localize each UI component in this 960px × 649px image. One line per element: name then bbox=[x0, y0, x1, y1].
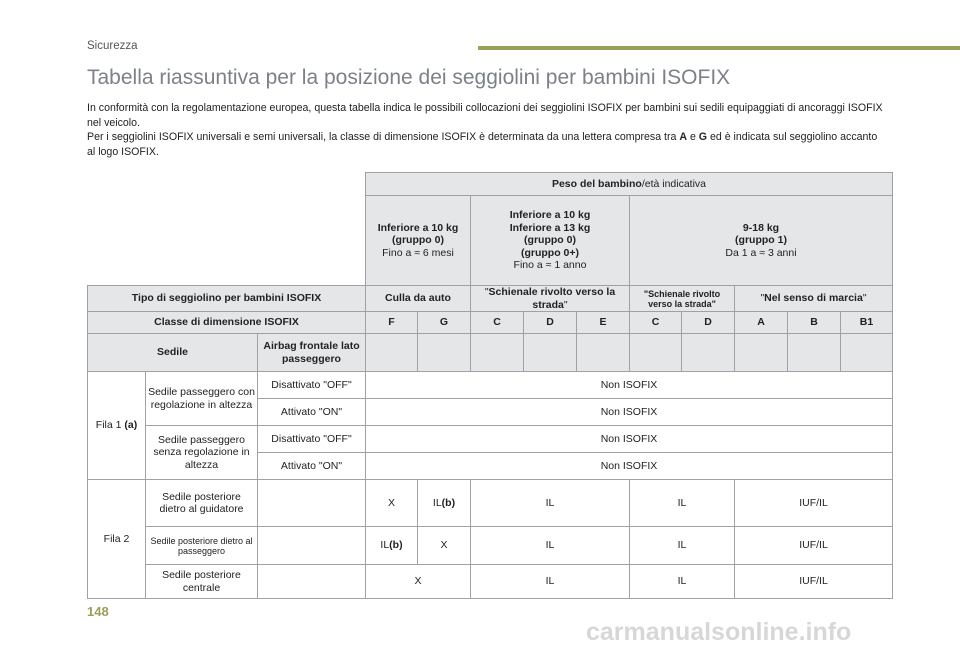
intro-letter-a: A bbox=[679, 131, 688, 144]
size-class-cell: B1 bbox=[841, 312, 893, 334]
empty-cell bbox=[735, 334, 788, 372]
cell-iuf-il: IUF/IL bbox=[735, 565, 893, 599]
quote: " bbox=[563, 298, 568, 311]
cell-il: IL bbox=[471, 480, 630, 527]
intro-text-part: e bbox=[687, 131, 699, 144]
rear-driver-seat: Sedile posteriore dietro al guidatore bbox=[146, 480, 258, 527]
airbag-label: Airbag frontale lato passeggero bbox=[258, 334, 366, 372]
size-class-cell: F bbox=[366, 312, 418, 334]
cell-x: X bbox=[366, 480, 418, 527]
forward-facing-label bbox=[735, 286, 893, 312]
intro-letter-g: G bbox=[698, 131, 708, 144]
rear-facing-text: Schienale rivolto verso la strada bbox=[488, 286, 616, 311]
quote: " bbox=[484, 286, 489, 298]
empty-cell bbox=[258, 527, 366, 565]
watermark: carmanualsonline.info bbox=[586, 618, 852, 646]
cell-il: IL bbox=[630, 527, 735, 565]
quote: " bbox=[760, 292, 765, 305]
row-2-label: Fila 2 bbox=[88, 480, 146, 599]
cell-iuf-il: IUF/IL bbox=[735, 480, 893, 527]
seat-type-label: Tipo di seggiolino per bambini ISOFIX bbox=[88, 286, 366, 312]
rear-passenger-seat: Sedile posteriore dietro al passeggero bbox=[146, 527, 258, 565]
il-text: IL bbox=[380, 539, 390, 552]
seat-label: Sedile bbox=[88, 334, 258, 372]
cell-il: IL bbox=[471, 565, 630, 599]
non-isofix-cell: Non ISOFIX bbox=[366, 426, 893, 453]
size-class-cell: A bbox=[735, 312, 788, 334]
size-class-cell: D bbox=[682, 312, 735, 334]
intro-paragraph-2 bbox=[87, 130, 887, 159]
rear-facing-small-label: "Schienale rivolto verso la strada" bbox=[630, 286, 735, 312]
weight-header-rest: /età indicativa bbox=[641, 177, 707, 190]
empty-cell bbox=[630, 334, 682, 372]
size-class-cell: B bbox=[788, 312, 841, 334]
page-title: Tabella riassuntiva per la posizione dei seggiolini per bambini ISOFIX bbox=[87, 66, 731, 89]
isofix-table bbox=[87, 172, 893, 599]
group-1-header bbox=[630, 196, 893, 286]
size-class-cell: C bbox=[471, 312, 524, 334]
cell-il: IL bbox=[630, 565, 735, 599]
airbag-off: Disattivato "OFF" bbox=[258, 426, 366, 453]
cell-x: X bbox=[418, 527, 471, 565]
section-divider bbox=[478, 46, 960, 50]
group-line: Inferiore a 10 kg bbox=[377, 221, 459, 234]
group-line: Fino a ≈ 6 mesi bbox=[382, 246, 454, 259]
cell-il: IL bbox=[471, 527, 630, 565]
seat-without-height-adjust: Sedile passeggero senza regolazione in altezza bbox=[146, 426, 258, 480]
empty-cell bbox=[577, 334, 630, 372]
airbag-on: Attivato "ON" bbox=[258, 399, 366, 426]
empty-cell bbox=[788, 334, 841, 372]
culla-label: Culla da auto bbox=[366, 286, 471, 312]
non-isofix-cell: Non ISOFIX bbox=[366, 372, 893, 399]
empty-cell bbox=[524, 334, 577, 372]
airbag-on: Attivato "ON" bbox=[258, 453, 366, 480]
empty-cell bbox=[258, 480, 366, 527]
page-number: 148 bbox=[87, 604, 109, 619]
rear-facing-label bbox=[471, 286, 630, 312]
non-isofix-cell: Non ISOFIX bbox=[366, 453, 893, 480]
quote: " bbox=[862, 292, 867, 305]
intro-text bbox=[87, 101, 887, 159]
row-1-label bbox=[88, 372, 146, 480]
cell-il: IL bbox=[630, 480, 735, 527]
empty-cell bbox=[471, 334, 524, 372]
note-b: (b) bbox=[389, 539, 403, 552]
section-label: Sicurezza bbox=[87, 40, 138, 52]
size-class-cell: D bbox=[524, 312, 577, 334]
weight-header bbox=[366, 173, 893, 196]
group-line: (gruppo 0) bbox=[524, 234, 576, 247]
size-class-cell: G bbox=[418, 312, 471, 334]
empty-cell bbox=[841, 334, 893, 372]
size-class-cell: C bbox=[630, 312, 682, 334]
intro-paragraph-1: In conformità con la regolamentazione europea, questa tabella indica le possibili collocazioni dei seggiolini ISOFIX per bambini sui sedili equipaggiati di ancoraggi ISOFIX nel veicolo. bbox=[87, 102, 883, 129]
group-line: (gruppo 0+) bbox=[520, 246, 580, 259]
non-isofix-cell: Non ISOFIX bbox=[366, 399, 893, 426]
size-class-label: Classe di dimensione ISOFIX bbox=[88, 312, 366, 334]
group-line: Fino a ≈ 1 anno bbox=[513, 259, 587, 272]
group-line: Da 1 a ≈ 3 anni bbox=[725, 246, 797, 259]
group-0-header bbox=[366, 196, 471, 286]
il-text: IL bbox=[432, 496, 442, 509]
intro-text-part: ed è indicata sul seggiolino accanto al logo ISOFIX. bbox=[87, 131, 878, 158]
group-line: Inferiore a 10 kg bbox=[509, 209, 591, 222]
row-label-text: Fila 1 bbox=[95, 419, 125, 432]
group-line: Inferiore a 13 kg bbox=[509, 221, 591, 234]
rear-center-seat: Sedile posteriore centrale bbox=[146, 565, 258, 599]
empty-cell bbox=[418, 334, 471, 372]
note-a: (a) bbox=[124, 419, 138, 432]
intro-text-part: Per i seggiolini ISOFIX universali e semi universali, la classe di dimensione ISOFIX è determinata da una lettera compresa tra bbox=[87, 131, 680, 144]
seat-with-height-adjust: Sedile passeggero con regolazione in altezza bbox=[146, 372, 258, 426]
empty-cell bbox=[366, 334, 418, 372]
cell-x: X bbox=[366, 565, 471, 599]
group-line: (gruppo 1) bbox=[735, 234, 787, 247]
weight-header-bold: Peso del bambino bbox=[551, 177, 642, 190]
group-line: (gruppo 0) bbox=[392, 234, 444, 247]
cell-il-b bbox=[418, 480, 471, 527]
note-b: (b) bbox=[441, 496, 456, 509]
forward-facing-text: Nel senso di marcia bbox=[764, 292, 863, 305]
airbag-off: Disattivato "OFF" bbox=[258, 372, 366, 399]
cell-il-b bbox=[366, 527, 418, 565]
empty-cell bbox=[258, 565, 366, 599]
group-0plus-header bbox=[471, 196, 630, 286]
cell-iuf-il: IUF/IL bbox=[735, 527, 893, 565]
size-class-cell: E bbox=[577, 312, 630, 334]
empty-cell bbox=[682, 334, 735, 372]
group-line: 9-18 kg bbox=[742, 221, 780, 234]
